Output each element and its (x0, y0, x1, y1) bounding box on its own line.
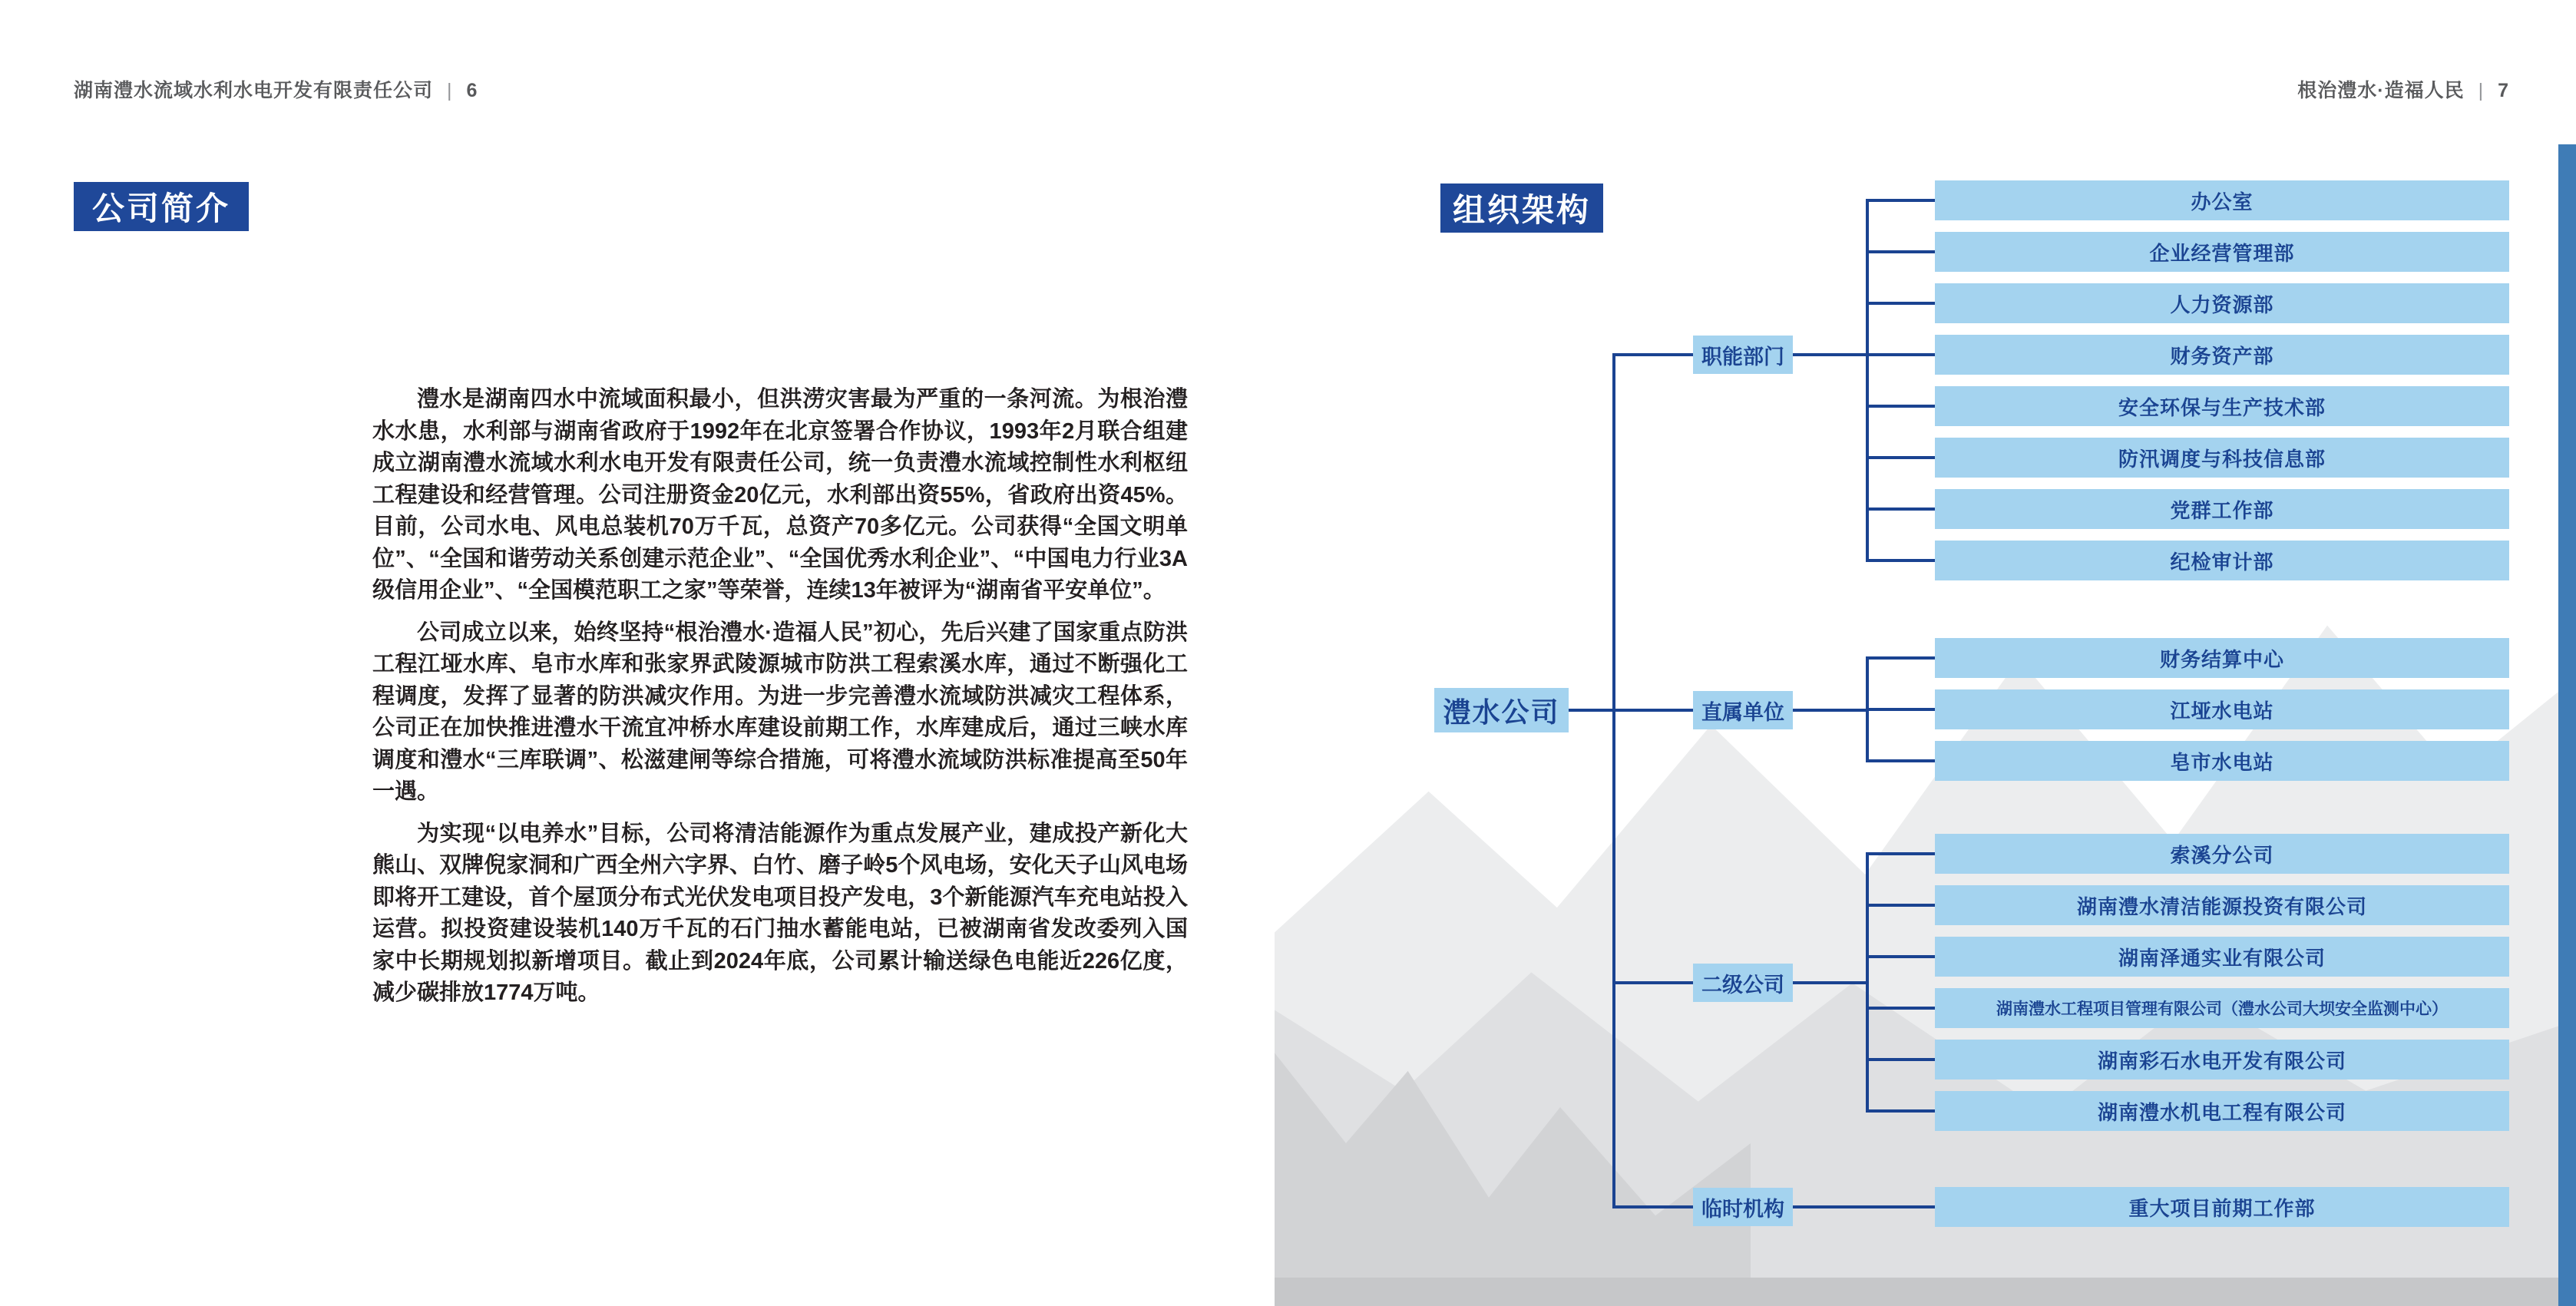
connector-line (1866, 559, 1935, 562)
connector-line (1866, 456, 1935, 459)
company-name: 湖南澧水流域水利水电开发有限责任公司 (74, 80, 434, 101)
connector-line (1612, 353, 1615, 1208)
org-item-bar: 办公室 (1935, 180, 2509, 220)
right-page-number: 7 (2498, 80, 2509, 101)
connector-line (1866, 250, 1935, 253)
connector-line (1866, 199, 1935, 202)
connector-line (1612, 353, 1693, 356)
org-item-bar: 江垭水电站 (1935, 689, 2509, 729)
org-root-node: 澧水公司 (1434, 688, 1569, 732)
connector-line (1612, 1205, 1693, 1208)
connector-line (1866, 955, 1935, 958)
section-title-org-structure: 组织架构 (1440, 184, 1603, 233)
org-item-bar: 湖南澧水清洁能源投资有限公司 (1935, 885, 2509, 925)
connector-line (1866, 1109, 1935, 1113)
left-page-number: 6 (466, 80, 478, 101)
org-item-bar: 皂市水电站 (1935, 741, 2509, 781)
connector-line (1866, 508, 1935, 511)
org-item-bar: 湖南澧水工程项目管理有限公司（澧水公司大坝安全监测中心） (1935, 988, 2509, 1028)
org-item-bar: 党群工作部 (1935, 489, 2509, 529)
slogan: 根治澧水·造福人民 (2297, 80, 2465, 101)
connector-line (1612, 981, 1693, 984)
org-item-bar: 企业经营管理部 (1935, 232, 2509, 272)
connector-line (1866, 852, 1935, 855)
org-group-label: 二级公司 (1693, 964, 1793, 1002)
connector-line (1866, 405, 1935, 408)
connector-line (1866, 759, 1935, 762)
connector-line (1866, 708, 1935, 711)
org-item-bar: 湖南澧水机电工程有限公司 (1935, 1091, 2509, 1131)
header-separator: | (447, 80, 453, 101)
connector-line (1793, 353, 1866, 356)
org-item-bar: 人力资源部 (1935, 283, 2509, 323)
org-item-bar: 安全环保与生产技术部 (1935, 386, 2509, 426)
connector-line (1866, 302, 1935, 305)
org-item-bar: 湖南泽通实业有限公司 (1935, 937, 2509, 977)
connector-line (1793, 981, 1866, 984)
org-item-bar: 财务资产部 (1935, 335, 2509, 375)
org-item-bar: 湖南彩石水电开发有限公司 (1935, 1040, 2509, 1080)
connector-line (1793, 709, 1866, 712)
connector-line (1612, 709, 1693, 712)
org-group-label: 直属单位 (1693, 691, 1793, 729)
org-item-bar: 财务结算中心 (1935, 638, 2509, 678)
intro-paragraph-2: 公司成立以来，始终坚持“根治澧水·造福人民”初心，先后兴建了国家重点防洪工程江垭水库、皂市水库和张家界武陵源城市防洪工程索溪水库，通过不断强化工程调度，发挥了显著的防洪减灾作用。为进一步完善澧水流域防洪减灾工程体系，公司正在加快推进澧水干流宜冲桥水库建设前期工作，水库建成后，通过三峡水库调度和澧水“三库联调”、松滋建闸等综合措施，可将澧水流域防洪标准提高至50年一遇。 (372, 620, 1188, 804)
header-separator: | (2478, 80, 2485, 101)
connector-line (1866, 852, 1869, 1113)
section-title-company-intro: 公司简介 (74, 182, 249, 231)
org-item-bar: 防汛调度与科技信息部 (1935, 438, 2509, 478)
intro-paragraph-3: 为实现“以电养水”目标，公司将清洁能源作为重点发展产业，建成投产新化大熊山、双牌倪家洞和广西全州六字界、白竹、磨子岭5个风电场，安化天子山风电场即将开工建设，首个屋顶分布式光伏发电项目投产发电，3个新能源汽车充电站投入运营。拟投资建设装机140万千瓦的石门抽水蓄能电站，已被湖南省发改委列入国家中长期规划拟新增项目。截止到2024年底，公司累计输送绿色电能近226亿度，减少碳排放1774万吨。 (372, 821, 1188, 1005)
connector-line (1866, 656, 1935, 660)
connector-line (1866, 1007, 1935, 1010)
org-item-bar: 纪检审计部 (1935, 541, 2509, 580)
connector-line (1866, 353, 1935, 356)
intro-paragraph-1: 澧水是湖南四水中流域面积最小，但洪涝灾害最为严重的一条河流。为根治澧水水患，水利部与湖南省政府于1992年在北京签署合作协议，1993年2月联合组建成立湖南澧水流域水利水电开发有限责任公司，统一负责澧水流域控制性水利枢纽工程建设和经营管理。公司注册资金20亿元，水利部出资55%，省政府出资45%。目前，公司水电、风电总装机70万千瓦，总资产70多亿元。公司获得“全国文明单位”、“全国和谐劳动关系创建示范企业”、“全国优秀水利企业”、“中国电力行业3A级信用企业”、“全国模范职工之家”等荣誉，连续13年被评为“湖南省平安单位”。 (372, 387, 1188, 603)
connector-line (1793, 1205, 1935, 1208)
org-group-label: 临时机构 (1693, 1188, 1793, 1226)
connector-line (1866, 904, 1935, 907)
org-item-bar: 索溪分公司 (1935, 834, 2509, 874)
org-item-bar: 重大项目前期工作部 (1935, 1187, 2509, 1227)
connector-line (1866, 1058, 1935, 1061)
org-group-label: 职能部门 (1693, 336, 1793, 374)
